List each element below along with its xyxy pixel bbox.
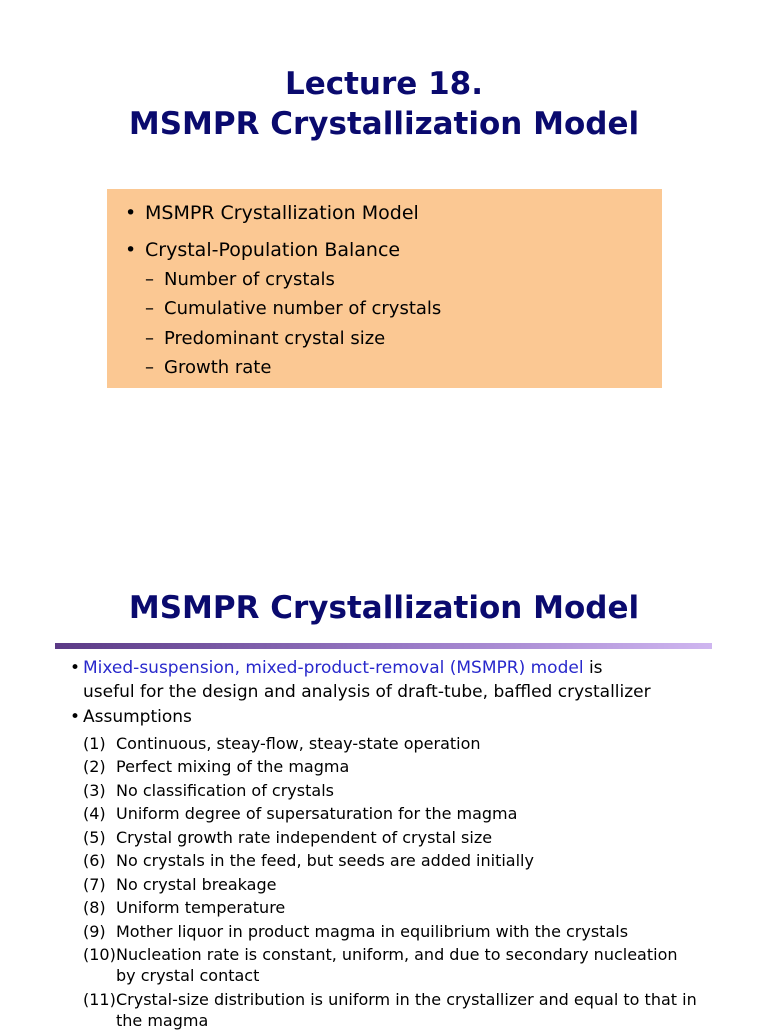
assumption-item: [83, 897, 285, 918]
assumption-text: No classification of crystals: [116, 781, 334, 800]
assumption-item: [83, 756, 349, 777]
outline-bullet-text: Crystal-Population Balance: [145, 239, 401, 261]
bullet-icon: •: [125, 239, 137, 261]
assumption-number: (9): [83, 922, 106, 941]
assumption-number: (8): [83, 898, 106, 917]
title-divider: [55, 643, 712, 649]
outline-sub-item-text: Cumulative number of crystals: [164, 298, 442, 319]
assumption-text: Crystal-size distribution is uniform in the crystallizer and equal to that in: [116, 990, 697, 1009]
outline-bullet-text: MSMPR Crystallization Model: [145, 202, 419, 224]
outline-sub-item: [145, 269, 335, 291]
assumption-number: (6): [83, 851, 106, 870]
assumption-number: (5): [83, 828, 106, 847]
assumption-text: Nucleation rate is constant, uniform, and due to secondary nucleation: [116, 945, 678, 964]
lecture-number-title: Lecture 18.: [284, 66, 484, 102]
assumption-number: (3): [83, 781, 106, 800]
outline-bullet: [125, 238, 400, 262]
assumption-number: (7): [83, 875, 106, 894]
bullet-icon: •: [125, 202, 137, 224]
dash-icon: –: [145, 298, 154, 319]
assumption-continuation: the magma: [116, 1011, 209, 1030]
dash-icon: –: [145, 328, 154, 349]
outline-sub-item: [145, 357, 271, 379]
assumption-continuation: by crystal contact: [116, 966, 260, 985]
dash-icon: –: [145, 269, 154, 290]
assumption-text: Continuous, steay-flow, steay-state operation: [116, 734, 481, 753]
outline-sub-item-text: Number of crystals: [164, 269, 335, 290]
assumption-text: Uniform temperature: [116, 898, 286, 917]
assumption-number: (10): [83, 945, 116, 964]
model-name-highlight: Mixed-suspension, mixed-product-removal (MSMPR) model: [83, 658, 584, 678]
intro-text: is: [583, 658, 603, 678]
assumption-item: [83, 989, 697, 1010]
intro-paragraph-line2: useful for the design and analysis of draft-tube, baffled crystallizer: [83, 682, 651, 702]
lecture-topic-title: MSMPR Crystallization Model: [128, 106, 640, 142]
dash-icon: –: [145, 357, 154, 378]
assumption-item: [83, 827, 492, 848]
outline-sub-item-text: Growth rate: [164, 357, 272, 378]
assumption-text: Mother liquor in product magma in equilibrium with the crystals: [116, 922, 629, 941]
bullet-icon: •: [70, 658, 81, 678]
assumption-text: Crystal growth rate independent of crystal size: [116, 828, 493, 847]
assumption-item: [83, 850, 534, 871]
outline-box: [107, 189, 662, 388]
outline-bullet: [125, 201, 419, 225]
outline-sub-item: [145, 298, 441, 320]
outline-sub-item-text: Predominant crystal size: [164, 328, 386, 349]
assumption-item: [83, 944, 678, 965]
slide-msmpr-model: [0, 560, 768, 1030]
assumption-item: [83, 921, 628, 942]
assumption-number: (1): [83, 734, 106, 753]
outline-sub-item: [145, 328, 385, 350]
assumptions-heading: [70, 706, 192, 729]
assumption-number: (2): [83, 757, 106, 776]
assumption-item: [83, 733, 481, 754]
assumption-item: [83, 803, 517, 824]
assumption-number: (4): [83, 804, 106, 823]
assumption-text: No crystal breakage: [116, 875, 277, 894]
assumption-text: Uniform degree of supersaturation for the magma: [116, 804, 518, 823]
assumption-item: [83, 874, 276, 895]
assumptions-label: Assumptions: [83, 707, 192, 727]
bullet-icon: •: [70, 707, 81, 727]
intro-paragraph: [70, 657, 603, 680]
assumption-text: Perfect mixing of the magma: [116, 757, 350, 776]
slide-title: MSMPR Crystallization Model: [128, 590, 640, 626]
assumption-text: No crystals in the feed, but seeds are added initially: [116, 851, 534, 870]
assumption-item: [83, 780, 334, 801]
assumption-number: (11): [83, 990, 116, 1009]
